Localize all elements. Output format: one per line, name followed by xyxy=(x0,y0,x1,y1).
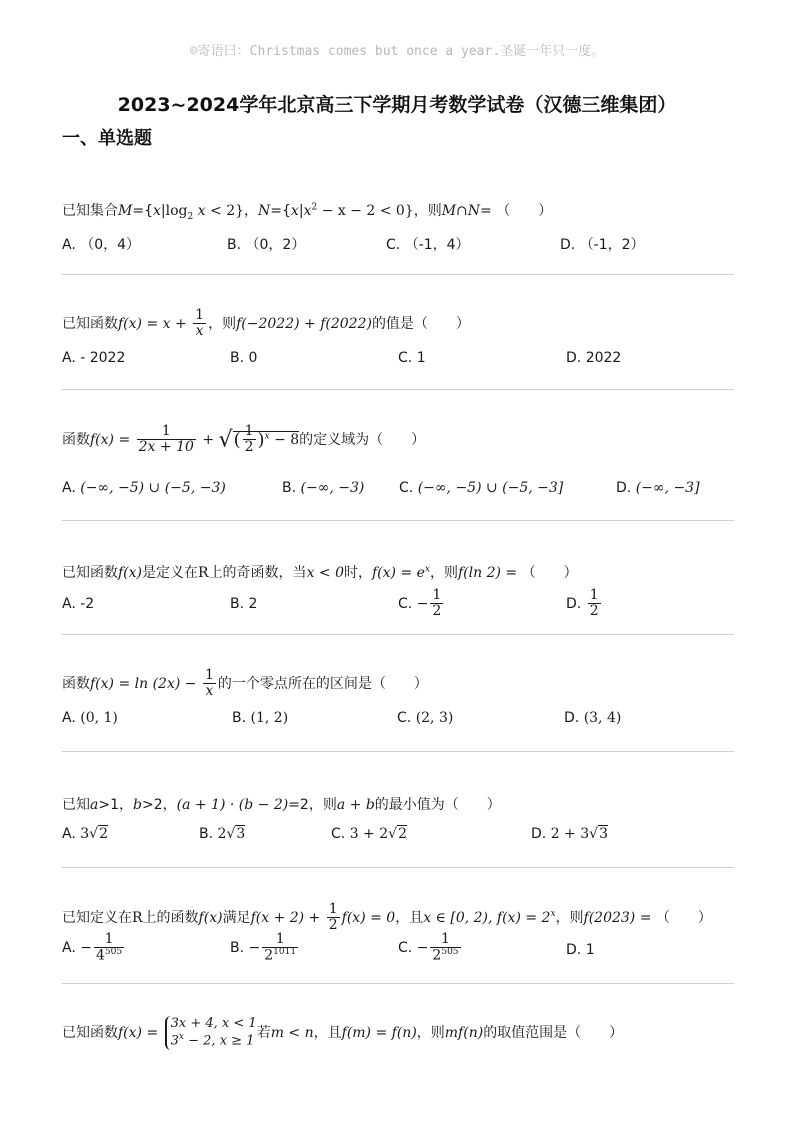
option-d[interactable]: D. 2 + 3√3 xyxy=(531,826,608,842)
fraction: $\frac{1}{2x + 10}$ xyxy=(138,423,194,456)
option-c[interactable]: C. （-1，4） xyxy=(386,237,470,253)
question-stem: 已知函数f(x)是定义在R上的奇函数，当x < 0时，$f(x) = e^x$，则f(ln 2) = （ ） xyxy=(62,564,578,581)
question-stem: 函数f(x) = $\frac{1}{2x + 10}$ + √( $\frac{1}{2}$ )$^x$ − 8的定义域为（ ） xyxy=(62,423,426,456)
question-stem: 函数f(x) = ln (2x) − $\frac{1}{x}$ 的一个零点所在的区间是（ ） xyxy=(62,667,428,700)
question-stem: 已知函数f(x) = x + $\frac{1}{x}$ ，则f(−2022) + f(2022)的值是（ ） xyxy=(62,307,470,340)
divider xyxy=(62,389,734,390)
question-stem: 已知a>1，b>2，(a + 1) · (b − 2)=2，则a + b的最小值为（ ） xyxy=(62,797,501,813)
divider xyxy=(62,520,734,521)
question-stem: 已知定义在R上的函数f(x)满足f(x + 2) + $\frac{1}{2}$ f(x) = 0，且x ∈ [0, 2), $f(x) = 2^x$，则f(2023) = （ ） xyxy=(62,901,712,934)
option-d[interactable]: D. $\frac{1}{2}$ xyxy=(566,587,599,620)
sqrt-body: ( $\frac{1}{2}$ )$^x$ − 8 xyxy=(233,423,300,456)
option-d[interactable]: D. 1 xyxy=(566,942,595,958)
fraction: $\frac{1}{x}$ xyxy=(195,307,205,340)
option-d[interactable]: D. (−∞, −3] xyxy=(616,480,700,496)
option-d[interactable]: D. (3, 4) xyxy=(564,710,622,726)
divider xyxy=(62,983,734,984)
divider xyxy=(62,634,734,635)
option-a[interactable]: A. − $\frac{1}{4^{505}}$ xyxy=(62,931,123,965)
page-title: 2023~2024学年北京高三下学期月考数学试卷（汉德三维集团） xyxy=(117,94,677,116)
option-b[interactable]: B. (−∞, −3) xyxy=(282,480,365,496)
option-c[interactable]: C. 3 + 2√2 xyxy=(331,826,407,842)
option-a[interactable]: A. - 2022 xyxy=(62,350,126,366)
option-b[interactable]: B. − $\frac{1}{2^{1011}}$ xyxy=(230,931,297,965)
option-c[interactable]: C. − $\frac{1}{2^{505}}$ xyxy=(398,931,459,965)
option-b[interactable]: B. 2 xyxy=(230,596,258,612)
question-stem: 已知集合$M=\{x|\log_2$ x < 2}，$N=\{x|x^2 - x - 2 < 0\}$，则M∩N= （ ） xyxy=(62,202,553,222)
option-a[interactable]: A. （0，4） xyxy=(62,237,141,253)
option-a[interactable]: A. -2 xyxy=(62,596,95,612)
divider xyxy=(62,751,734,752)
option-a[interactable]: A. (−∞, −5) ∪ (−5, −3) xyxy=(62,480,226,496)
fraction: $\frac{1}{2}$ xyxy=(328,901,338,934)
option-d[interactable]: D. （-1，2） xyxy=(560,237,645,253)
divider xyxy=(62,867,734,868)
option-d[interactable]: D. 2022 xyxy=(566,350,622,366)
fraction: $\frac{1}{x}$ xyxy=(204,667,214,700)
piecewise-cases: 3x + 4, x < 1 $3^x - 2$, x ≥ 1 xyxy=(165,1016,257,1050)
option-c[interactable]: C. − $\frac{1}{2}$ xyxy=(398,587,442,620)
question-stem: 已知函数f(x) = 3x + 4, x < 1 $3^x - 2$, x ≥ 1 若m < n，且f(m) = f(n)，则mf(n)的取值范围是（ ） xyxy=(62,1016,624,1049)
option-c[interactable]: C. (−∞, −5) ∪ (−5, −3] xyxy=(399,480,564,496)
option-b[interactable]: B. 2√3 xyxy=(199,826,246,842)
option-a[interactable]: A. (0, 1) xyxy=(62,710,118,726)
sqrt-sign: √ xyxy=(218,427,233,453)
option-b[interactable]: B. 0 xyxy=(230,350,258,366)
option-c[interactable]: C. 1 xyxy=(398,350,426,366)
option-b[interactable]: B. （0，2） xyxy=(227,237,306,253)
option-b[interactable]: B. (1, 2) xyxy=(232,710,289,726)
divider xyxy=(62,274,734,275)
option-a[interactable]: A. 3√2 xyxy=(62,826,108,842)
option-c[interactable]: C. (2, 3) xyxy=(397,710,454,726)
watermark: ☺寄语曰：Christmas comes but once a year.圣诞一年只一度。 xyxy=(189,44,605,59)
section-heading: 一、单选题 xyxy=(62,128,152,149)
